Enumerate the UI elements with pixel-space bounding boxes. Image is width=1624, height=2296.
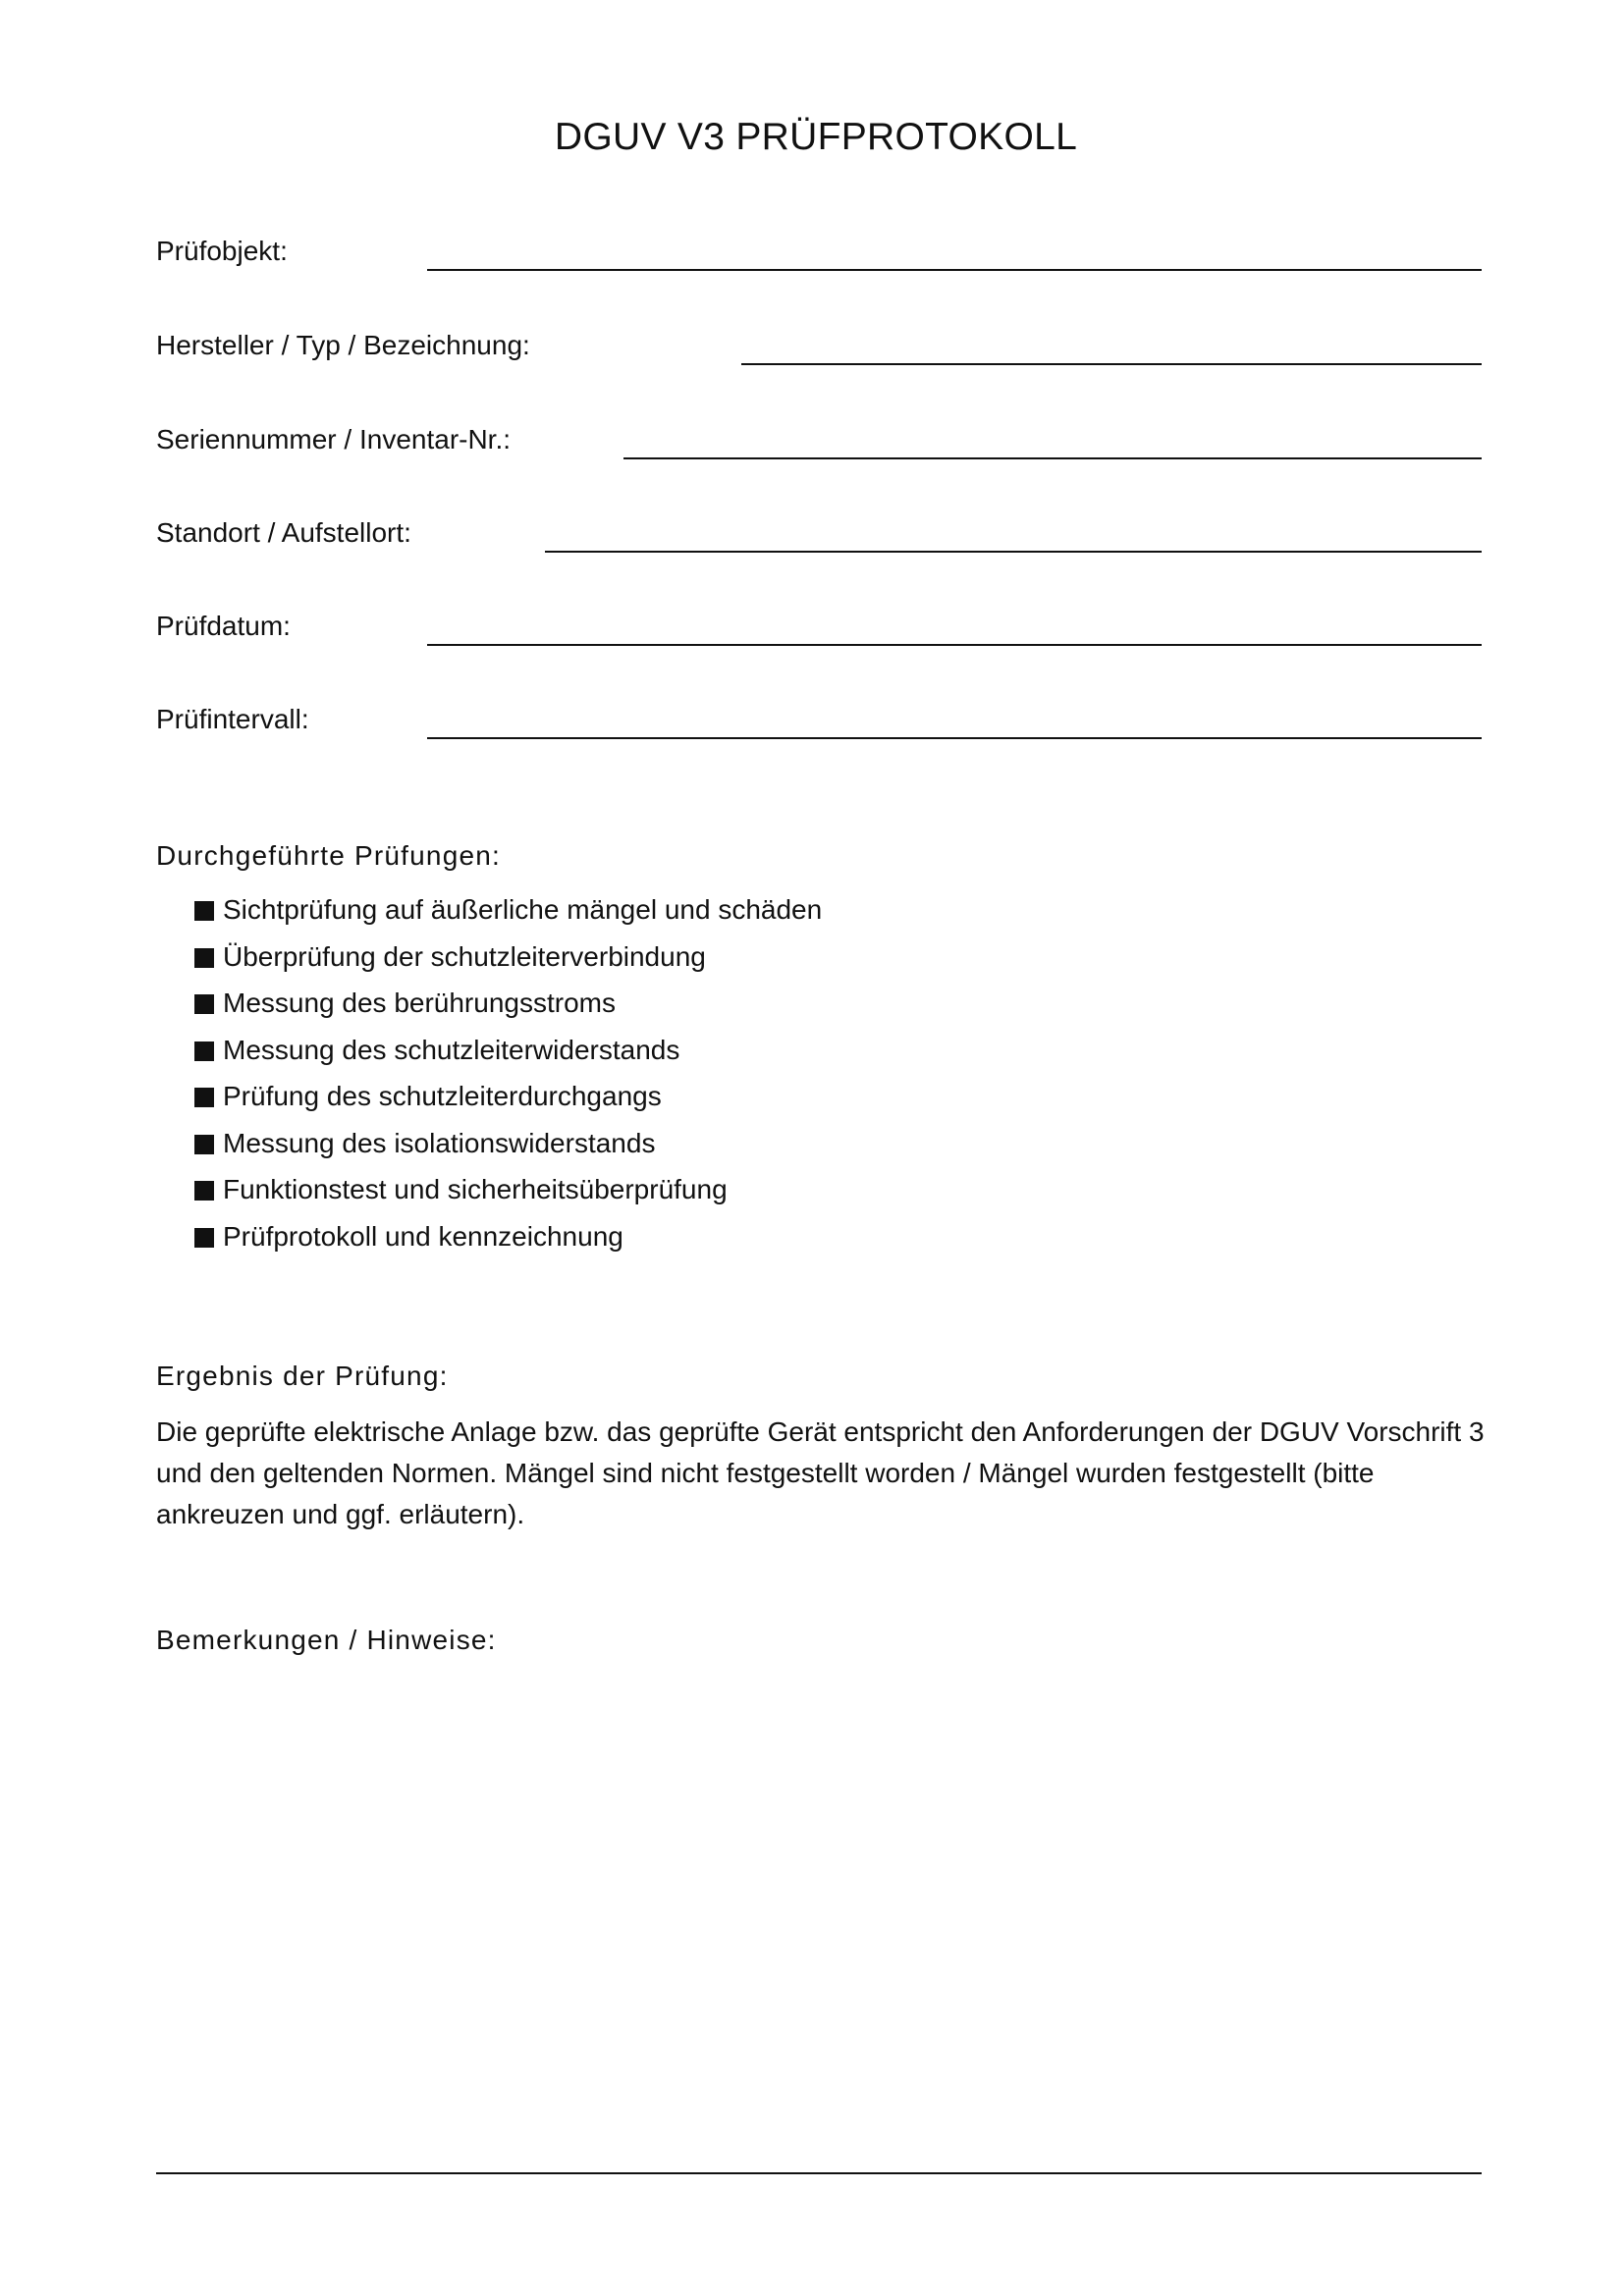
- field-hersteller-typ-bezeichnung: [156, 330, 1482, 369]
- tests-heading: Durchgeführte Prüfungen:: [156, 840, 502, 871]
- result-text: Die geprüfte elektrische Anlage bzw. das geprüfte Gerät entspricht den Anforderungen der DGUV Vorschrift 3 und den geltenden Normen. Mängel sind nicht festgestellt worden / Mängel wurden festgestellt (bitte ankreuzen und ggf. erläutern).: [156, 1416, 1485, 1529]
- list-item: [194, 1217, 822, 1264]
- field-seriennummer-inventar: [156, 424, 1482, 463]
- field-pruefobjekt: [156, 236, 1482, 275]
- list-item-label: Prüfung des schutzleiterdurchgangs: [223, 1081, 662, 1111]
- checkbox[interactable]: [194, 948, 214, 968]
- list-item: [194, 1170, 822, 1217]
- field-label: Hersteller / Typ / Bezeichnung:: [156, 330, 530, 360]
- field-input-line[interactable]: [545, 551, 1482, 553]
- checkbox[interactable]: [194, 901, 214, 921]
- field-label: Standort / Aufstellort:: [156, 517, 411, 548]
- field-label: Prüfdatum:: [156, 611, 291, 641]
- list-item: [194, 1077, 822, 1124]
- list-item-label: Messung des schutzleiterwiderstands: [223, 1034, 680, 1065]
- list-item-label: Prüfprotokoll und kennzeichnung: [223, 1220, 623, 1252]
- checkbox[interactable]: [194, 1041, 214, 1061]
- list-item-label: Messung des berührungsstroms: [223, 988, 616, 1018]
- field-label: Seriennummer / Inventar-Nr.:: [156, 424, 512, 454]
- remarks-heading: Bemerkungen / Hinweise:: [156, 1625, 497, 1655]
- field-input-line[interactable]: [427, 644, 1482, 646]
- field-input-line[interactable]: [427, 737, 1482, 739]
- list-item: [194, 1031, 822, 1078]
- list-item: [194, 984, 822, 1031]
- list-item-label: Funktionstest und sicherheitsüberprüfung: [223, 1174, 728, 1204]
- list-item-label: Sichtprüfung auf äußerliche mängel und schäden: [223, 894, 823, 925]
- field-standort-aufstellort: [156, 517, 1482, 557]
- field-input-line[interactable]: [741, 363, 1482, 365]
- field-pruefintervall: [156, 704, 1482, 743]
- list-item-label: Messung des isolationswiderstands: [223, 1127, 656, 1158]
- list-item-label: Überprüfung der schutzleiterverbindung: [223, 940, 706, 972]
- field-input-line[interactable]: [427, 269, 1482, 271]
- checkbox[interactable]: [194, 1228, 214, 1248]
- checkbox[interactable]: [194, 994, 214, 1014]
- list-item: [194, 937, 822, 985]
- checkbox[interactable]: [194, 1181, 214, 1201]
- list-item: [194, 1124, 822, 1171]
- result-heading: Ergebnis der Prüfung:: [156, 1361, 449, 1391]
- field-label: Prüfintervall:: [156, 704, 309, 734]
- field-label: Prüfobjekt:: [156, 236, 288, 266]
- field-pruefdatum: [156, 611, 1482, 650]
- page-title: DGUV V3 PRÜFPROTOKOLL: [554, 116, 1078, 158]
- signature-line: [156, 2172, 1482, 2174]
- tests-list: [194, 890, 822, 1263]
- checkbox[interactable]: [194, 1088, 214, 1107]
- checkbox[interactable]: [194, 1135, 214, 1154]
- field-input-line[interactable]: [623, 457, 1482, 459]
- list-item: [194, 890, 822, 937]
